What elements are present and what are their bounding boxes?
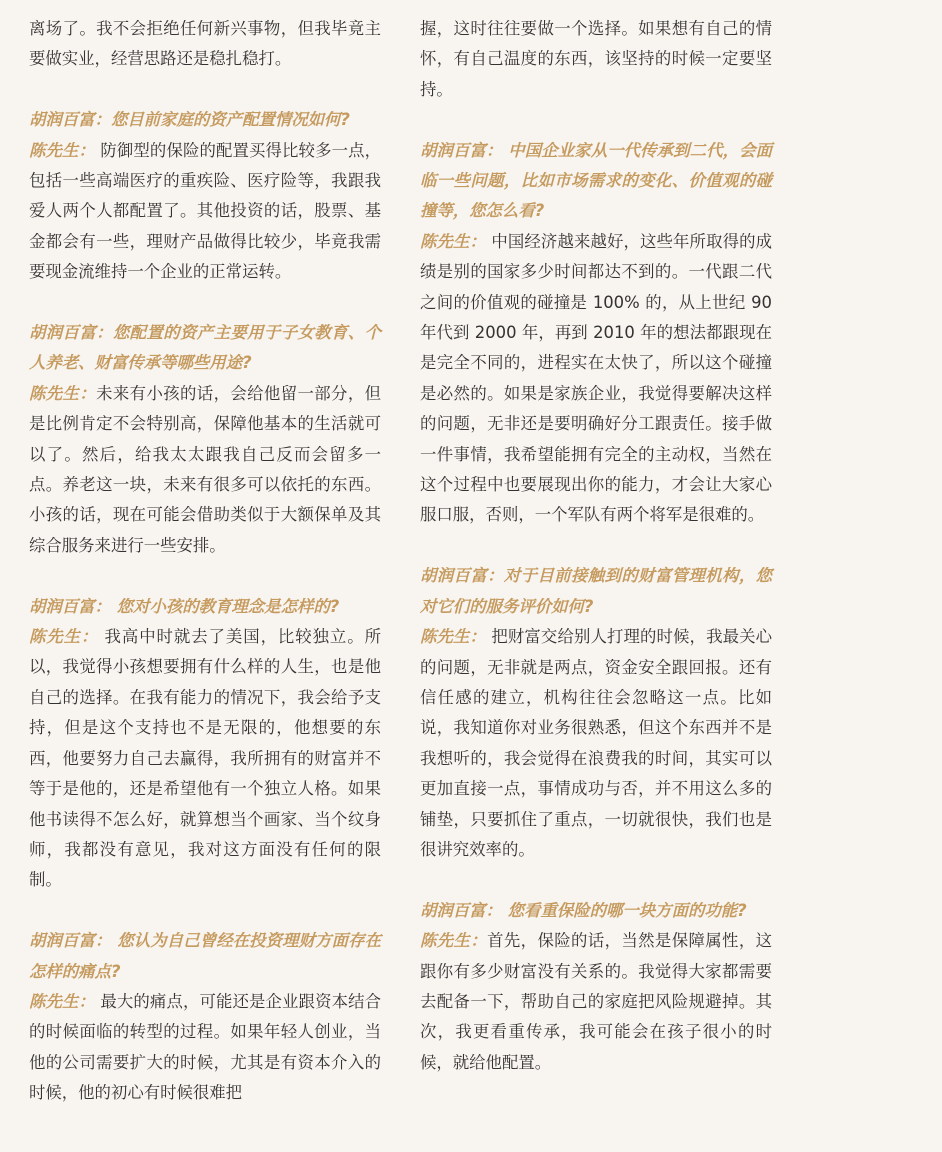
answer-text: 防御型的保险的配置买得比较多一点，包括一些高端医疗的重疾险、医疗险等，我跟我爱人两个人都配置了。其他投资的话，股票、基金都会有一些，理财产品做得比较少，毕竟我需要现金流维持一个企业的正常运转。 — [29, 140, 381, 282]
interview-question: 胡润百富： 您看重保险的哪一块方面的功能? — [420, 900, 747, 920]
answer-text: 我高中时就去了美国，比较独立。所以，我觉得小孩想要拥有什么样的人生，也是他自己的选择。在我有能力的情况下，我会给予支持，但是这个支持也不是无限的，他想要的东西，他要努力自己去赢得，我所拥有的财富并不等于是他的，还是希望他有一个独立人格。如果他书读得不怎么好，就算想当个画家、当个纹身师，我都没有意见，我对这方面没有任何的限制。 — [29, 627, 381, 890]
continued-paragraph: 离场了。我不会拒绝任何新兴事物，但我毕竟主要做实业，经营思路还是稳扎稳打。 — [29, 19, 381, 69]
answer-text: 首先，保险的话，当然是保障属性，这跟你有多少财富没有关系的。我觉得大家都需要去配备一下，帮助自己的家庭把风险规避掉。其次，我更看重传承，我可能会在孩子很小的时候，就给他配置。 — [420, 931, 773, 1072]
answer-text: 中国经济越来越好，这些年所取得的成绩是别的国家多少时间都达不到的。一代跟二代之间的价值观的碰撞是 100% 的，从上世纪 90 年代到 2000 年，再到 2010 年的想法都跟现在是完全不同的，进程实在太快了，所以这个碰撞是必然的。如果是家族企业，我觉得要解决这样的问题，无非还是要明确好分工跟责任。接手做一件事情，我希望能拥有完全的主动权，当然在这个过程中也要展现出你的能力，才会让大家心服口服，否则，一个军队有两个将军是很难的。 — [420, 231, 772, 525]
interview-question: 胡润百富：对于目前接触到的财富管理机构，您对它们的服务评价如何? — [420, 566, 772, 616]
answer-text: 未来有小孩的话，会给他留一部分，但是比例肯定不会特别高，保障他基本的生活就可以了。然后，给我太太跟我自己反而会留多一点。养老这一块，未来有很多可以依托的东西。小孩的话，现在可能会借助类似于大额保单及其综合服务来进行一些安排。 — [29, 383, 382, 555]
interview-answer — [420, 926, 772, 1078]
interview-answer — [29, 622, 381, 896]
interview-question: 胡润百富： 您认为自己曾经在投资理财方面存在怎样的痛点? — [29, 931, 381, 981]
speaker-label: 陈先生： — [29, 383, 97, 403]
interview-answer — [29, 136, 381, 288]
interview-question: 胡润百富：您目前家庭的资产配置情况如何? — [29, 110, 350, 130]
speaker-label: 陈先生： — [420, 627, 487, 647]
right-column — [420, 14, 772, 1078]
interview-question: 胡润百富： 您对小孩的教育理念是怎样的? — [29, 596, 340, 616]
left-column — [29, 14, 381, 1109]
speaker-label: 陈先生： — [29, 991, 96, 1011]
speaker-label: 陈先生： — [29, 627, 99, 647]
interview-question: 胡润百富：您配置的资产主要用于子女教育、个人养老、财富传承等哪些用途? — [29, 323, 381, 373]
interview-answer — [29, 379, 381, 561]
interview-answer — [420, 622, 772, 865]
interview-question: 胡润百富： 中国企业家从一代传承到二代，会面临一些问题，比如市场需求的变化、价值观的碰撞等，您怎么看? — [420, 140, 772, 221]
speaker-label: 陈先生： — [29, 140, 96, 160]
answer-text: 最大的痛点，可能还是企业跟资本结合的时候面临的转型的过程。如果年轻人创业，当他的公司需要扩大的时候，尤其是有资本介入的时候，他的初心有时候很难把 — [29, 991, 381, 1103]
interview-answer — [29, 987, 381, 1109]
interview-answer — [420, 227, 772, 531]
answer-text: 把财富交给别人打理的时候，我最关心的问题，无非就是两点，资金安全跟回报。还有信任感的建立，机构往往会忽略这一点。比如说，我知道你对业务很熟悉，但这个东西并不是我想听的，我会觉得在浪费我的时间，其实可以更加直接一点，事情成功与否，并不用这么多的铺垫，只要抓住了重点，一切就很快，我们也是很讲究效率的。 — [420, 627, 772, 859]
speaker-label: 陈先生： — [420, 231, 487, 251]
speaker-label: 陈先生： — [420, 931, 488, 951]
continued-paragraph: 握，这时往往要做一个选择。如果想有自己的情怀，有自己温度的东西，该坚持的时候一定要坚持。 — [420, 19, 772, 99]
